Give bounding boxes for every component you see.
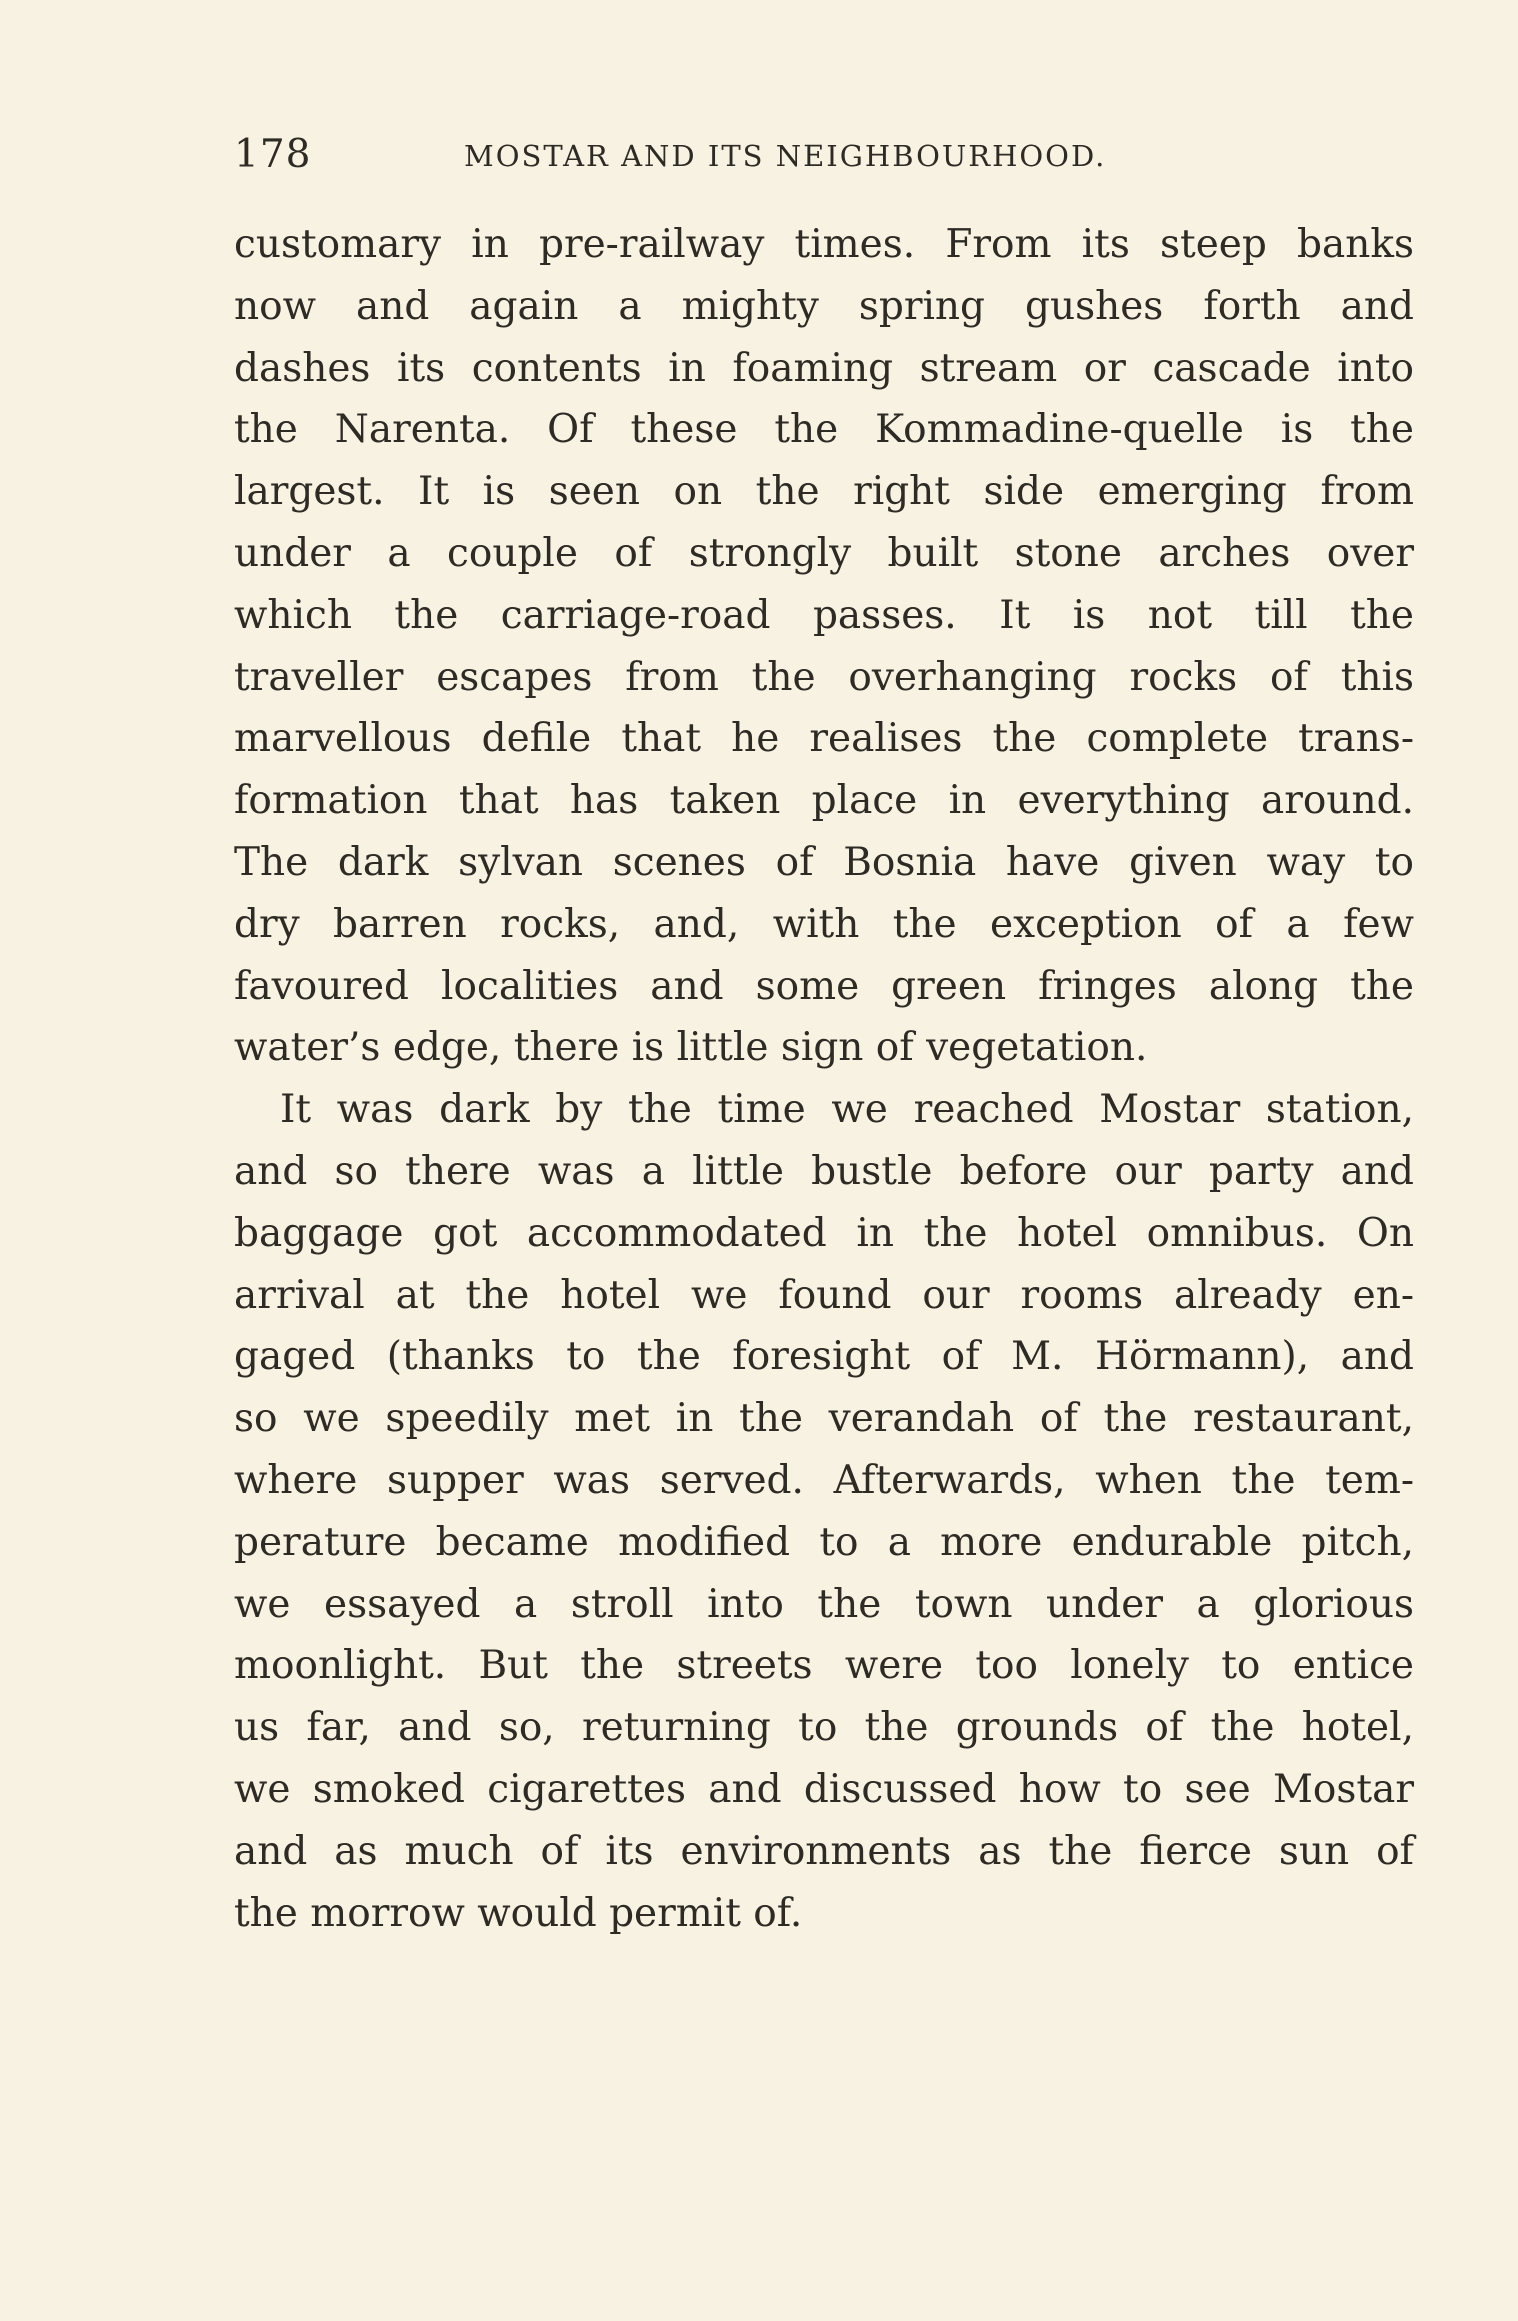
text-line-last: the morrow would permit of. bbox=[234, 1890, 803, 1936]
text-line: where supper was served. Afterwards, when the tem- bbox=[234, 1458, 1414, 1503]
text-line: the Narenta. Of these the Kommadine-quelle is the bbox=[234, 407, 1414, 453]
text-line: dry barren rocks, and, with the exception of a few bbox=[234, 901, 1414, 947]
text-line: us far, and so, returning to the grounds of the hotel, bbox=[234, 1705, 1414, 1751]
text-line: The dark sylvan scenes of Bosnia have given way to bbox=[234, 840, 1414, 885]
text-line: moonlight. But the streets were too lonely to entice bbox=[234, 1643, 1414, 1689]
text-line: we essayed a stroll into the town under a glorious bbox=[234, 1581, 1414, 1627]
text-line: perature became modified to a more endurable pitch, bbox=[234, 1519, 1414, 1565]
text-line: marvellous defile that he realises the complete trans- bbox=[234, 716, 1414, 762]
text-line: we smoked cigarettes and discussed how to see Mostar bbox=[234, 1767, 1414, 1812]
text-line: arrival at the hotel we found our rooms already en- bbox=[234, 1272, 1414, 1318]
text-line: baggage got accommodated in the hotel omnibus. On bbox=[234, 1210, 1414, 1256]
text-line: now and again a mighty spring gushes forth and bbox=[234, 283, 1414, 329]
text-line: largest. It is seen on the right side emerging from bbox=[234, 469, 1414, 515]
text-line: dashes its contents in foaming stream or cascade into bbox=[234, 345, 1414, 391]
text-line: so we speedily met in the verandah of the restaurant, bbox=[234, 1396, 1414, 1442]
page-header bbox=[234, 130, 1414, 180]
running-head: MOSTAR AND ITS NEIGHBOURHOOD. bbox=[464, 139, 1107, 173]
text-line-indented: It was dark by the time we reached Mostar station, bbox=[280, 1087, 1414, 1133]
text-line: under a couple of strongly built stone arches over bbox=[234, 531, 1414, 576]
page-number: 178 bbox=[234, 132, 312, 177]
text-line: customary in pre-railway times. From its steep banks bbox=[234, 222, 1414, 267]
text-line: traveller escapes from the overhanging rocks of this bbox=[234, 654, 1414, 700]
text-line-last: water’s edge, there is little sign of vegetation. bbox=[234, 1025, 1148, 1071]
text-line: and so there was a little bustle before our party and bbox=[234, 1149, 1414, 1194]
text-line: and as much of its environments as the fierce sun of bbox=[234, 1828, 1414, 1874]
text-line: which the carriage-road passes. It is not till the bbox=[234, 592, 1414, 638]
text-line: gaged (thanks to the foresight of M. Hörmann), and bbox=[234, 1334, 1414, 1380]
text-line: formation that has taken place in everything around. bbox=[234, 778, 1414, 824]
text-line: favoured localities and some green fringes along the bbox=[234, 963, 1414, 1009]
